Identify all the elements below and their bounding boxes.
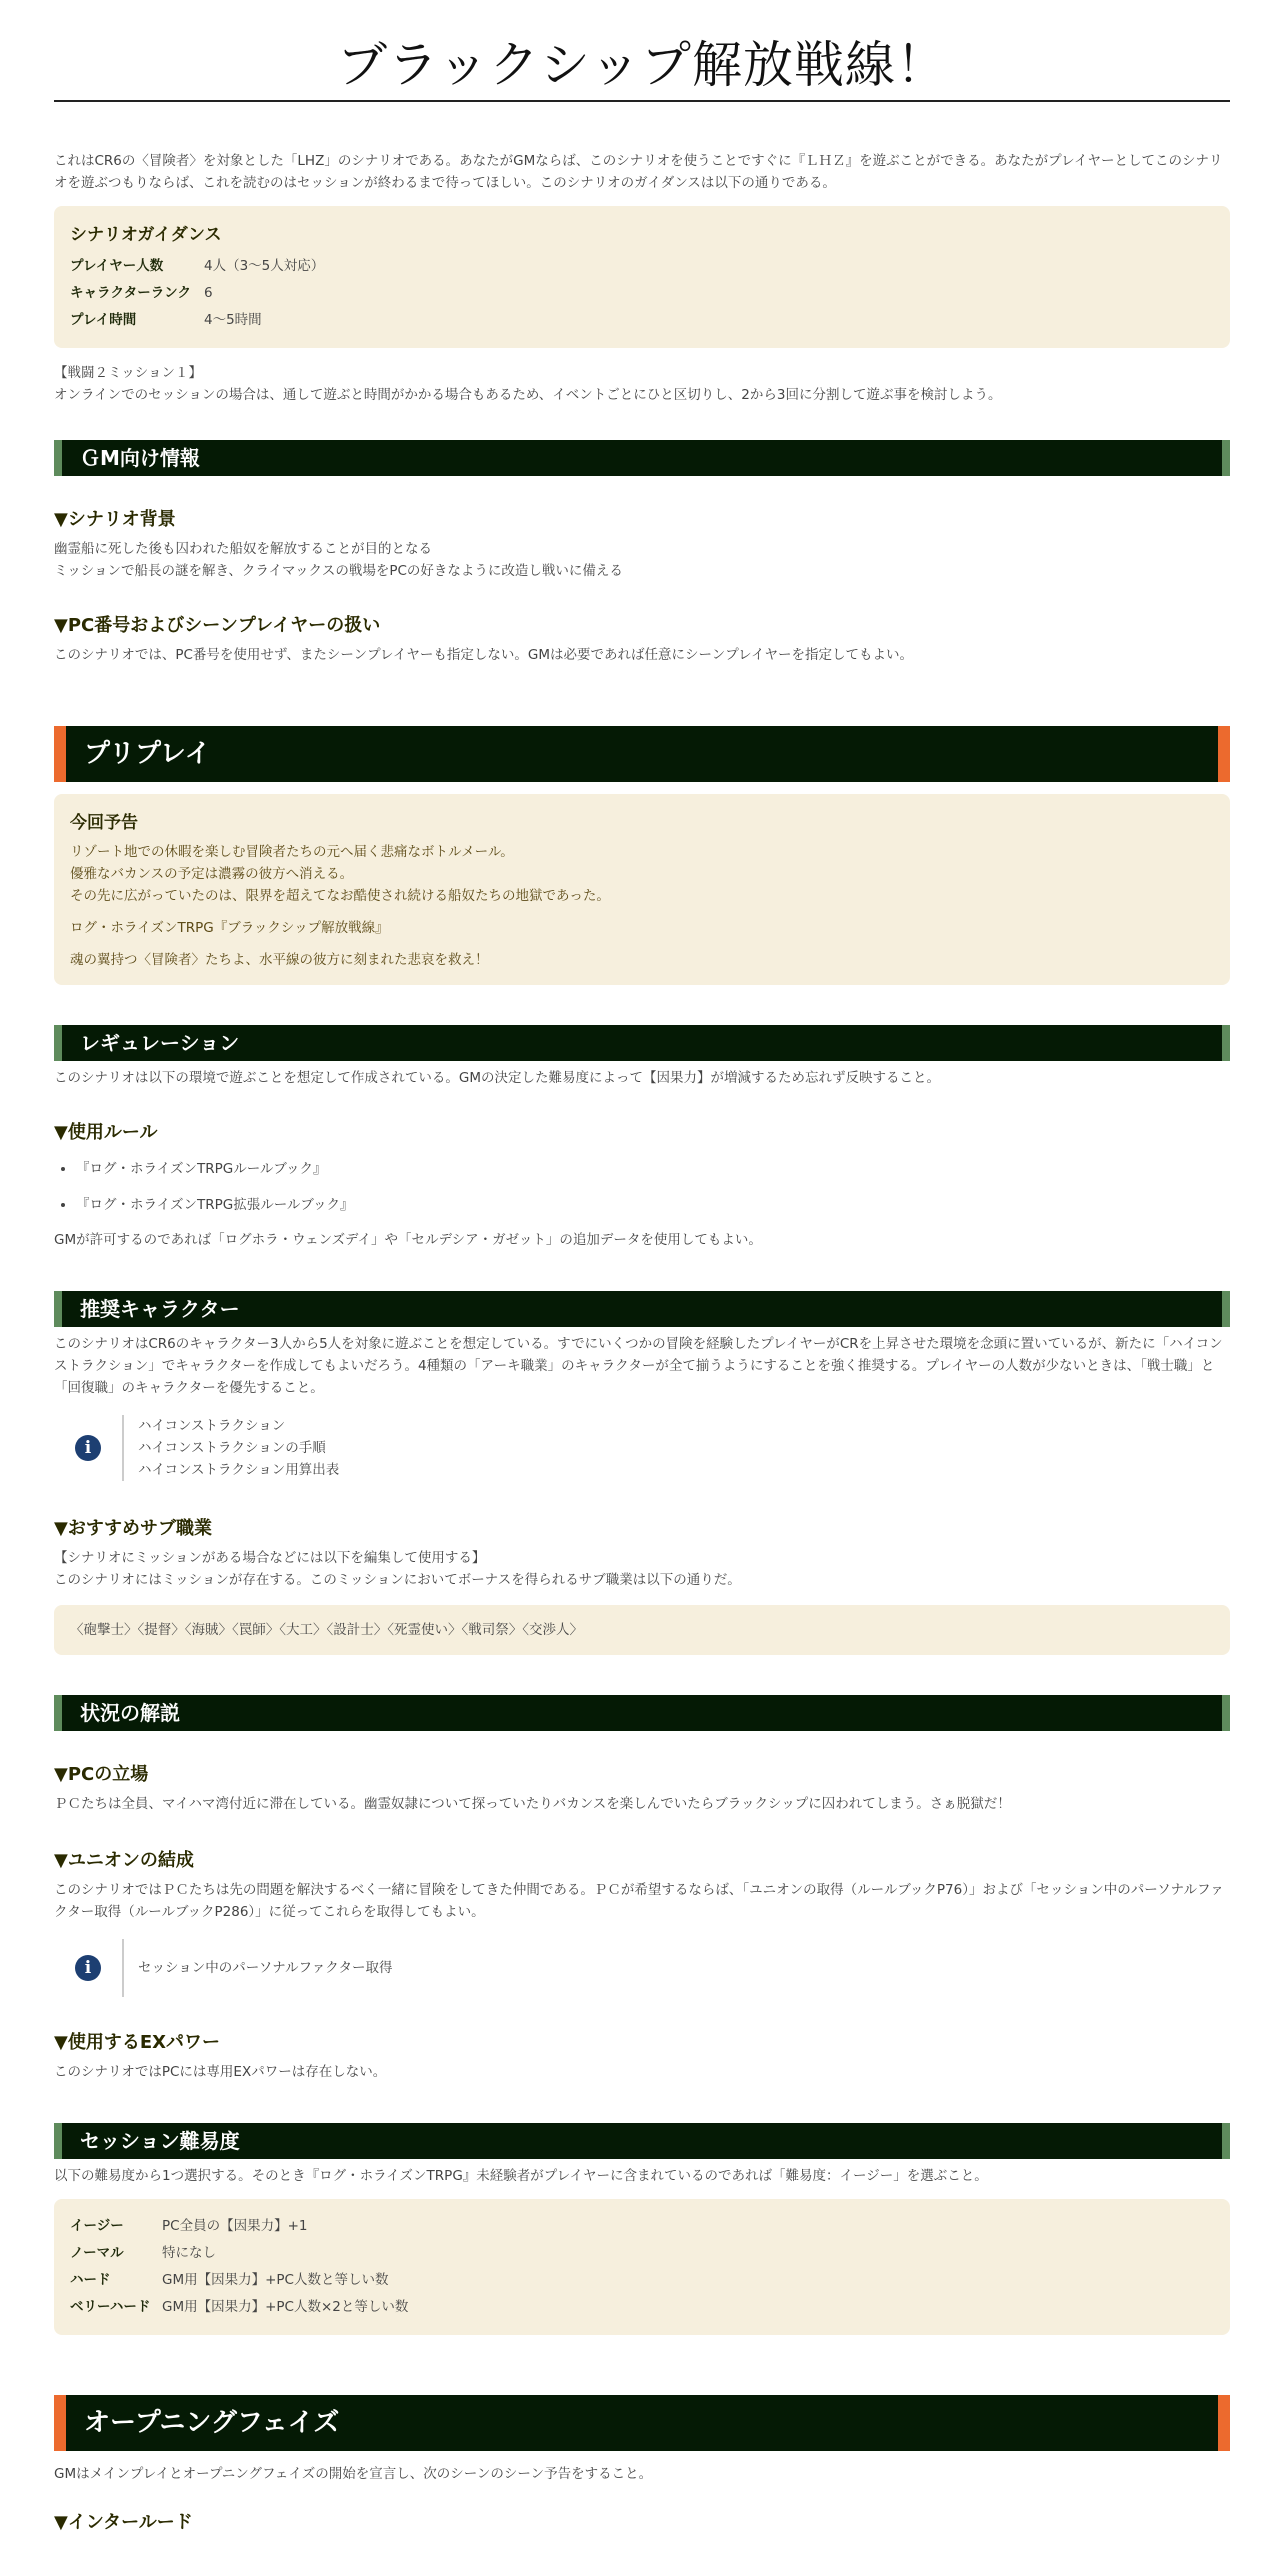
rule-item: • 『ログ・ホライズンTRPGルールブック』 <box>76 1151 1230 1187</box>
difficulty-key: ハード <box>70 2272 111 2288</box>
page-title: ブラックシップ解放戦線！ <box>337 36 947 94</box>
opening-heading: オープニングフェイズ <box>54 2395 1230 2451</box>
trailer-tagline: 魂の翼持つ〈冒険者〉たちよ、水平線の彼方に刻まれた悲哀を救え！ <box>70 952 489 968</box>
guidance-value: 4～5時間 <box>204 312 262 328</box>
rules-list <box>54 1151 1230 1223</box>
interlude-title: ▼インタールード <box>54 2512 193 2533</box>
online-note: オンラインでのセッションの場合は、通して遊ぶと時間がかかる場合もあるため、イベントごとにひと区切りし、2から3回に分割して遊ぶ事を検討しよう。 <box>54 387 1002 403</box>
page <box>54 0 1230 2535</box>
preplay-heading: プリプレイ <box>54 726 1230 782</box>
difficulty-heading: セッション難易度 <box>54 2123 1230 2159</box>
info-circle-icon: i <box>54 1435 122 1461</box>
subjob-note: 【シナリオにミッションがある場合などには以下を編集して使用する】 <box>54 1550 486 1566</box>
battle-note: 【戦闘２ミッション１】 <box>54 365 202 381</box>
guidance-value: 4人（3～5人対応） <box>204 258 325 274</box>
guidance-row <box>70 253 1214 280</box>
trailer-line: 優雅なバカンスの予定は濃霧の彼方へ消える。 <box>70 866 354 882</box>
subjob-text: このシナリオにはミッションが存在する。このミッションにおいてボーナスを得られるサブ職業は以下の通りだ。 <box>54 1572 741 1588</box>
trailer-line: その先に広がっていたのは、限界を超えてなお酷使され続ける船奴たちの地獄であった。 <box>70 888 610 904</box>
pc-position-title: ▼PCの立場 <box>54 1764 149 1785</box>
regulation-heading: レギュレーション <box>54 1025 1230 1061</box>
difficulty-key: ベリーハード <box>70 2299 151 2315</box>
guidance-value: 6 <box>204 285 213 301</box>
pc-number-title: ▼PC番号およびシーンプレイヤーの扱い <box>54 615 381 636</box>
union-title: ▼ユニオンの結成 <box>54 1850 194 1871</box>
background-line: ミッションで船長の謎を解き、クライマックスの戦場をPCの好きなように改造し戦いに備える <box>54 563 623 579</box>
difficulty-value: GM用【因果力】+PC人数と等しい数 <box>162 2272 389 2288</box>
regulation-extra: GMが許可するのであれば「ログホラ・ウェンズデイ」や「セルデシア・ガゼット」の追加データを使用してもよい。 <box>54 1232 762 1248</box>
info-link[interactable]: セッション中のパーソナルファクター取得 <box>138 1960 393 1976</box>
background-title: ▼シナリオ背景 <box>54 509 176 530</box>
info-link[interactable]: ハイコンストラクション <box>138 1418 286 1434</box>
rules-title: ▼使用ルール <box>54 1122 158 1143</box>
opening-text: GMはメインプレイとオープニングフェイズの開始を宣言し、次のシーンのシーン予告をすること。 <box>54 2466 653 2482</box>
difficulty-value: 特になし <box>162 2245 216 2261</box>
trailer-box <box>54 794 1230 985</box>
regulation-text: このシナリオは以下の環境で遊ぶことを想定して作成されている。GMの決定した難易度によって【因果力】が増減するため忘れず反映すること。 <box>54 1070 940 1086</box>
recommend-heading: 推奨キャラクター <box>54 1291 1230 1327</box>
gm-info-heading: ＧM向け情報 <box>54 440 1230 476</box>
ex-power-title: ▼使用するEXパワー <box>54 2032 221 2053</box>
subjob-box <box>54 1605 1230 1655</box>
trailer-line: リゾート地での休暇を楽しむ冒険者たちの元へ届く悲痛なボトルメール。 <box>70 844 514 860</box>
guidance-key: プレイヤー人数 <box>70 258 164 274</box>
pc-number-text: このシナリオでは、PC番号を使用せず、またシーンプレイヤーも指定しない。GMは必要であれば任意にシーンプレイヤーを指定してもよい。 <box>54 647 913 663</box>
difficulty-row <box>70 2294 1214 2321</box>
personal-factor-info <box>54 1939 1230 1997</box>
subjob-list: 〈砲撃士〉〈提督〉〈海賊〉〈罠師〉〈大工〉〈設計士〉〈死霊使い〉〈戦司祭〉〈交渉人〉 <box>70 1622 583 1638</box>
situation-heading: 状況の解説 <box>54 1695 1230 1731</box>
ex-power-text: このシナリオではPCには専用EXパワーは存在しない。 <box>54 2064 387 2080</box>
info-circle-icon: i <box>54 1955 122 1981</box>
intro-text: これはCR6の〈冒険者〉を対象とした「LHZ」のシナリオである。あなたがGMならば、このシナリオを使うことですぐに『ＬＨＺ』を遊ぶことができる。あなたがプレイヤーとしてこのシナリオを遊ぶつもりならば、これを読むのはセッションが終わるまで待ってほしい。このシナリオのガイダンスは以下の通りである。 <box>54 153 1223 191</box>
guidance-box <box>54 206 1230 348</box>
guidance-key: プレイ時間 <box>70 312 137 328</box>
difficulty-key: イージー <box>70 2218 124 2234</box>
guidance-row <box>70 280 1214 307</box>
difficulty-box <box>54 2199 1230 2335</box>
difficulty-row <box>70 2240 1214 2267</box>
pc-position-text: ＰＣたちは全員、マイハマ湾付近に滞在している。幽霊奴隷について探っていたりバカンスを楽しんでいたらブラックシップに囚われてしまう。さぁ脱獄だ！ <box>54 1796 1011 1812</box>
info-link[interactable]: ハイコンストラクション用算出表 <box>138 1462 340 1478</box>
guidance-key: キャラクターランク <box>70 285 191 301</box>
trailer-title: 今回予告 <box>70 813 138 833</box>
title-divider <box>54 100 1230 102</box>
high-construction-info <box>54 1415 1230 1481</box>
info-link[interactable]: ハイコンストラクションの手順 <box>138 1440 326 1456</box>
difficulty-row <box>70 2267 1214 2294</box>
union-text: このシナリオではＰＣたちは先の問題を解決するべく一緒に冒険をしてきた仲間である。ＰＣが希望するならば、「ユニオンの取得（ルールブックP76）」および「セッション中のパーソナルファクター取得（ルールブックP286）」に従ってこれらを取得してもよい。 <box>54 1882 1224 1920</box>
background-line: 幽霊船に死した後も囚われた船奴を解放することが目的となる <box>54 541 432 557</box>
guidance-title: シナリオガイダンス <box>70 225 222 245</box>
rule-item: • 『ログ・ホライズンTRPG拡張ルールブック』 <box>76 1187 1230 1223</box>
difficulty-key: ノーマル <box>70 2245 124 2261</box>
trailer-product: ログ・ホライズンTRPG『ブラックシップ解放戦線』 <box>70 920 389 936</box>
difficulty-value: PC全員の【因果力】+1 <box>162 2218 308 2234</box>
recommend-text: このシナリオはCR6のキャラクター3人から5人を対象に遊ぶことを想定している。すでにいくつかの冒険を経験したプレイヤーがCRを上昇させた環境を念頭に置いているが、新たに「ハイコンストラクション」でキャラクターを作成してもよいだろう。4種類の「アーキ職業」のキャラクターが全て揃うようにすることを強く推奨する。プレイヤーの人数が少ないときは、「戦士職」と「回復職」のキャラクターを優先すること。 <box>54 1336 1223 1396</box>
difficulty-value: GM用【因果力】+PC人数×2と等しい数 <box>162 2299 409 2315</box>
difficulty-row <box>70 2213 1214 2240</box>
guidance-row <box>70 307 1214 334</box>
subjob-title: ▼おすすめサブ職業 <box>54 1518 213 1539</box>
difficulty-text: 以下の難易度から1つ選択する。そのとき『ログ・ホライズンTRPG』未経験者がプレイヤーに含まれているのであれば「難易度：イージー」を選ぶこと。 <box>54 2168 988 2184</box>
